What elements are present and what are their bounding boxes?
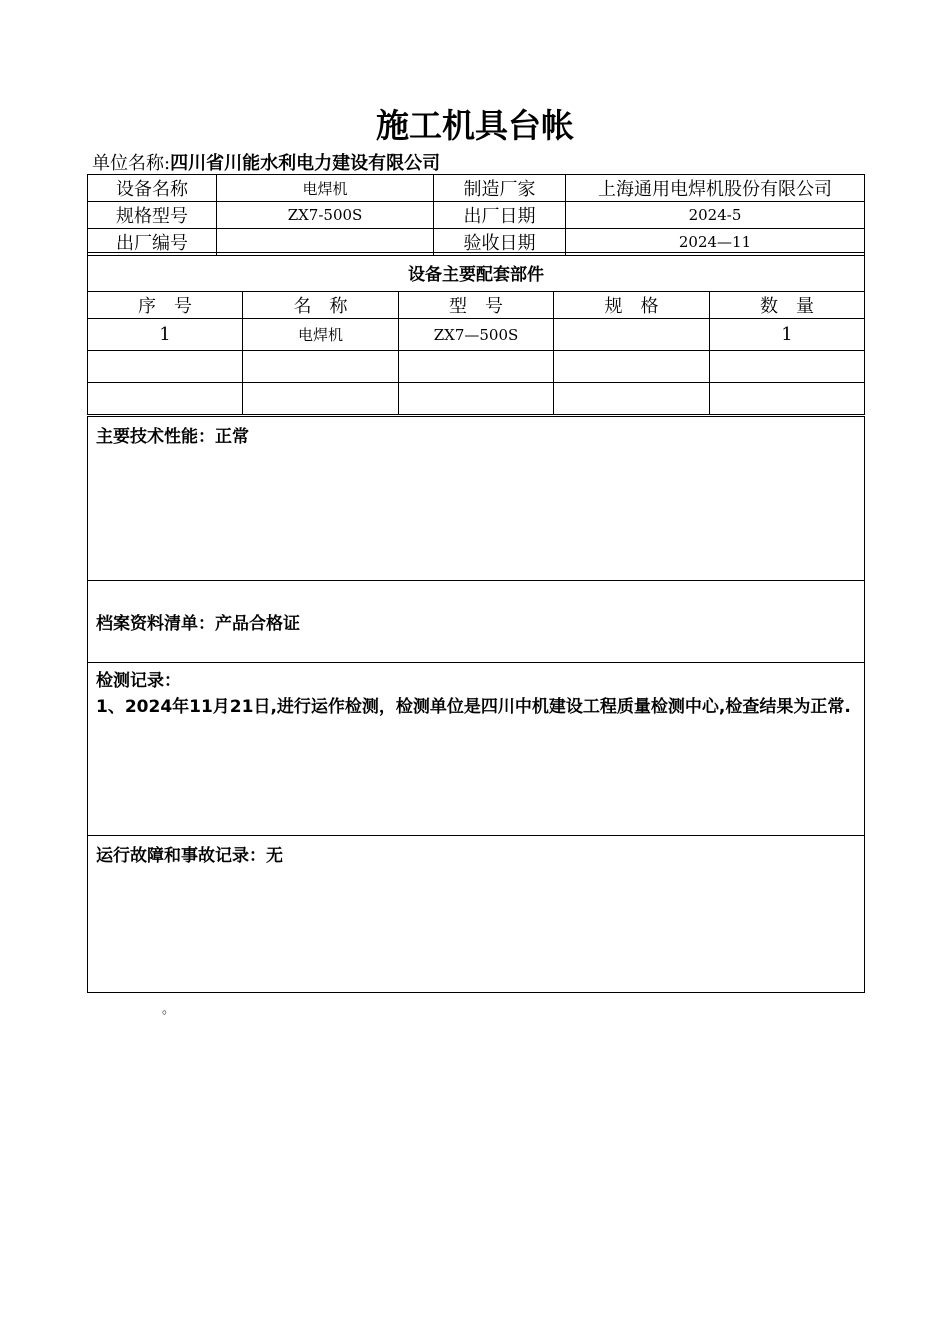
equipment-info-table (87, 174, 865, 256)
table-row (88, 253, 865, 292)
records-table (87, 416, 865, 993)
performance-section: 主要技术性能：正常 (88, 417, 865, 581)
table-cell (243, 383, 399, 415)
value-acceptance-date: 2024—11 (566, 229, 865, 256)
table-row (88, 351, 865, 383)
table-row (88, 663, 865, 836)
value-equipment-name: 电焊机 (217, 175, 434, 202)
table-row (88, 417, 865, 581)
column-header: 名 称 (243, 292, 399, 319)
inspection-title: 检测记录： (96, 671, 181, 691)
faults-section: 运行故障和事故记录：无 (88, 836, 865, 993)
table-row (88, 581, 865, 663)
table-cell (554, 319, 710, 351)
table-cell: 1 (88, 319, 243, 351)
label-production-date: 出厂日期 (434, 202, 566, 229)
table-header-row (88, 292, 865, 319)
table-cell (399, 383, 554, 415)
parts-table (87, 252, 865, 415)
column-header: 数 量 (710, 292, 865, 319)
table-cell: ZX7—500S (399, 319, 554, 351)
inspection-section (88, 663, 865, 836)
value-model: ZX7-500S (217, 202, 434, 229)
table-row (88, 175, 865, 202)
table-cell: 电焊机 (243, 319, 399, 351)
unit-name-line (92, 149, 440, 175)
table-row (88, 319, 865, 351)
footnote-mark: 。 (162, 1002, 176, 1017)
parts-table-title: 设备主要配套部件 (88, 253, 865, 292)
table-cell (399, 351, 554, 383)
table-cell: 1 (710, 319, 865, 351)
value-production-date: 2024-5 (566, 202, 865, 229)
label-serial-number: 出厂编号 (88, 229, 217, 256)
table-cell (88, 351, 243, 383)
table-row (88, 383, 865, 415)
label-model: 规格型号 (88, 202, 217, 229)
column-header: 序 号 (88, 292, 243, 319)
unit-label: 单位名称: (92, 153, 171, 174)
value-manufacturer: 上海通用电焊机股份有限公司 (566, 175, 865, 202)
column-header: 型 号 (399, 292, 554, 319)
inspection-text: 1、2024年11月21日,进行运作检测，检测单位是四川中机建设工程质量检测中心,检查结果为正常. (96, 697, 851, 717)
table-cell (710, 383, 865, 415)
archive-section: 档案资料清单：产品合格证 (88, 581, 865, 663)
table-row (88, 836, 865, 993)
column-header: 规 格 (554, 292, 710, 319)
label-equipment-name: 设备名称 (88, 175, 217, 202)
table-cell (88, 383, 243, 415)
table-cell (554, 383, 710, 415)
table-cell (710, 351, 865, 383)
label-manufacturer: 制造厂家 (434, 175, 566, 202)
table-cell (243, 351, 399, 383)
table-cell (554, 351, 710, 383)
label-acceptance-date: 验收日期 (434, 229, 566, 256)
unit-value: 四川省川能水利电力建设有限公司 (170, 153, 441, 174)
page-title: 施工机具台帐 (376, 106, 574, 145)
table-row (88, 202, 865, 229)
